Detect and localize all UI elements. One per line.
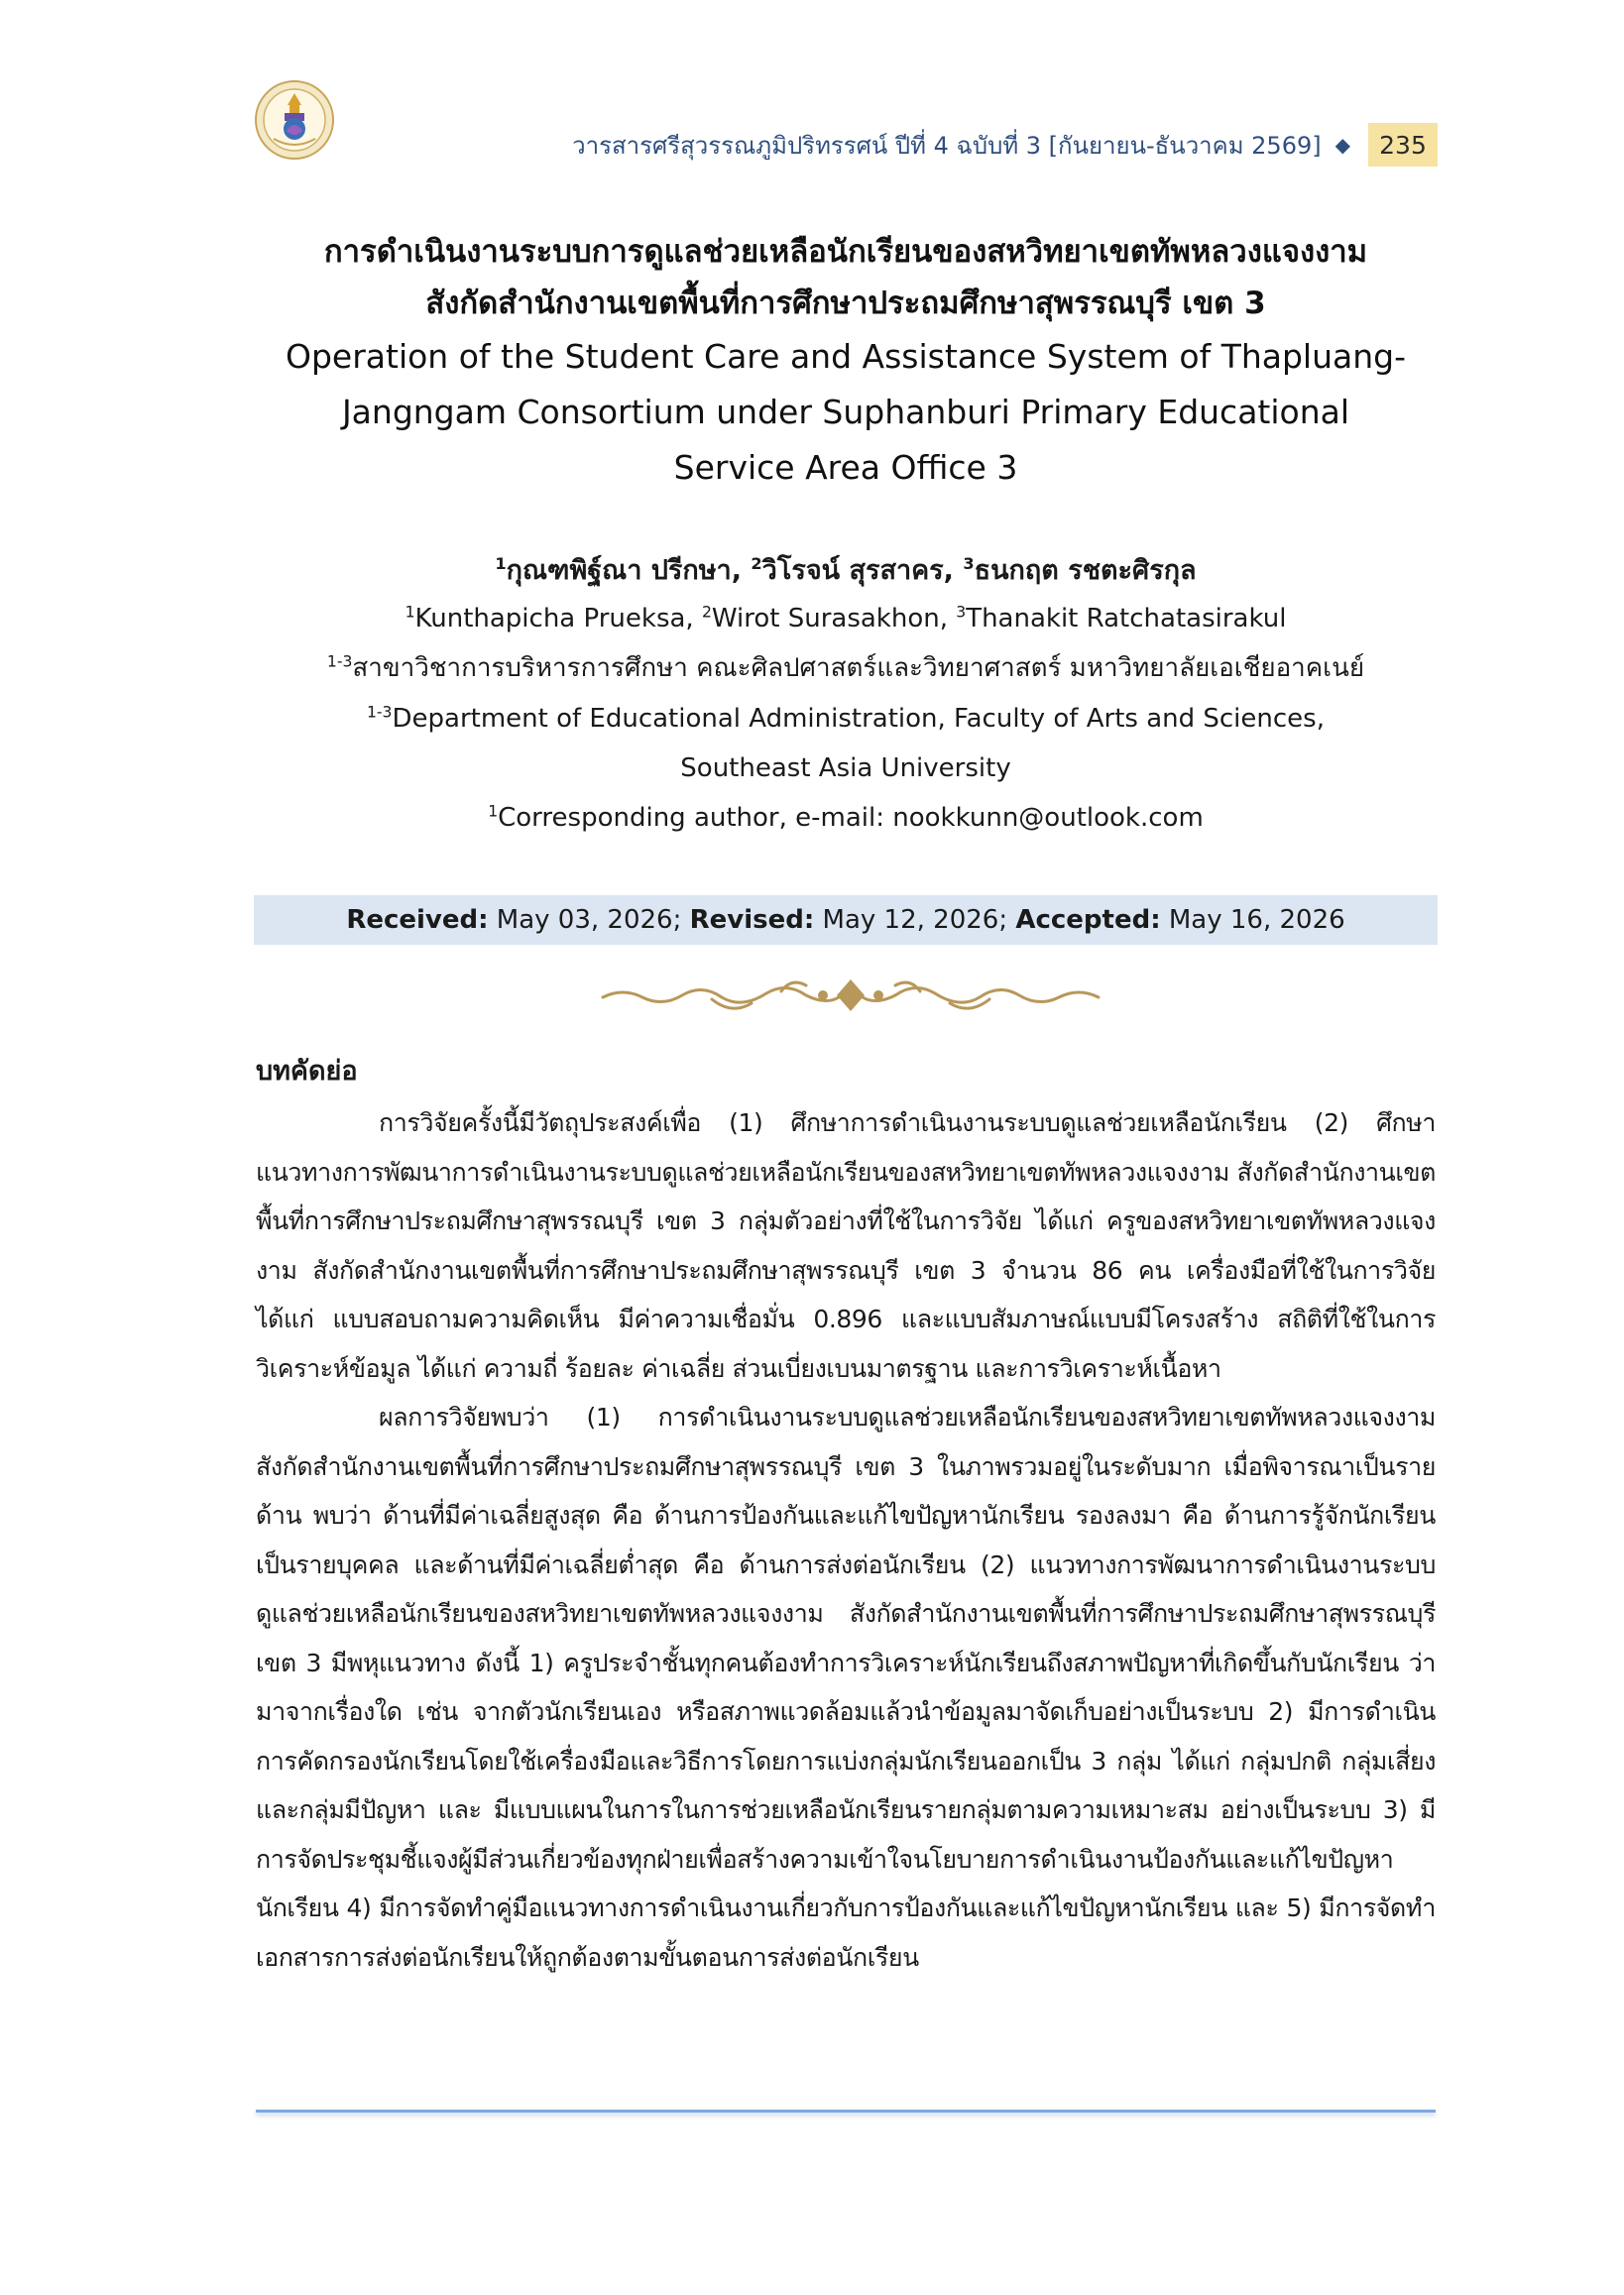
title-english-line-3: Service Area Office 3 xyxy=(673,448,1018,487)
title-thai-line-2: สังกัดสำนักงานเขตพื้นที่การศึกษาประถมศึกษาสุพรรณบุรี เขต 3 xyxy=(425,286,1266,321)
affiliation-english-line-2: Southeast Asia University xyxy=(680,753,1011,783)
bottom-divider xyxy=(256,2110,1436,2113)
received-label: Received: xyxy=(346,905,489,935)
authors-thai xyxy=(254,547,1438,595)
revised-label: Revised: xyxy=(689,905,815,935)
floral-divider-ornament-icon xyxy=(593,970,1108,1021)
accepted-label: Accepted: xyxy=(1015,905,1161,935)
abstract-paragraph-2: ผลการวิจัยพบว่า (1) การดำเนินงานระบบดูแลช่วยเหลือนักเรียนของสหวิทยาเขตทัพหลวงแจงงาม สังกัดสำนักงานเขตพื้นที่การศึกษาประถมศึกษาสุพรรณบุรี เขต 3 ในภาพรวมอยู่ในระดับมาก เมื่อพิจารณาเป็นรายด้าน พบว่า ด้านที่มีค่าเฉลี่ยสูงสุด คือ ด้านการป้องกันและแก้ไขปัญหานักเรียน รองลงมา คือ ด้านการรู้จักนักเรียนเป็นรายบุคคล และด้านที่มีค่าเฉลี่ยต่ำสุด คือ ด้านการส่งต่อนักเรียน (2) แนวทางการพัฒนาการดำเนินงานระบบดูแลช่วยเหลือนักเรียนของสหวิทยาเขตทัพหลวงแจงงาม สังกัดสำนักงานเขตพื้นที่การศึกษาประถมศึกษาสุพรรณบุรี เขต 3 มีพหุแนวทาง ดังนี้ 1) ครูประจำชั้นทุกคนต้องทำการวิเคราะห์นักเรียนถึงสภาพปัญหาที่เกิดขึ้นกับนักเรียน ว่ามาจากเรื่องใด เช่น จากตัวนักเรียนเอง หรือสภาพแวดล้อมแล้วนำข้อมูลมาจัดเก็บอย่างเป็นระบบ 2) มีการดำเนินการคัดกรองนักเรียนโดยใช้เครื่องมือและวิธีการโดยการแบ่งกลุ่มนักเรียนออกเป็น 3 กลุ่ม ได้แก่ กลุ่มปกติ กลุ่มเสี่ยง และกลุ่มมีปัญหา และ มีแบบแผนในการในการช่วยเหลือนักเรียนรายกลุ่มตามความเหมาะสม อย่างเป็นระบบ 3) มีการจัดประชุมชี้แจงผู้มีส่วนเกี่ยวข้องทุกฝ่ายเพื่อสร้างความเข้าใจนโยบายการดำเนินงานป้องกันและแก้ไขปัญหานักเรียน 4) มีการจัดทำคู่มือแนวทางการดำเนินงานเกี่ยวกับการป้องกันและแก้ไขปัญหานักเรียน และ 5) มีการจัดทำเอกสารการส่งต่อนักเรียนให้ถูกต้องตามขั้นตอนการส่งต่อนักเรียน xyxy=(256,1403,1436,1972)
received-date: May 03, 2026; xyxy=(496,905,682,935)
author-superscript: 1 xyxy=(405,603,415,622)
author-name-thai: ธนกฤต รชตะศิรกุล xyxy=(974,555,1197,586)
author-name-thai: กุณฑพิฐ์ณา ปรีกษา, xyxy=(506,555,742,586)
revised-date: May 12, 2026; xyxy=(822,905,1008,935)
abstract-paragraph-1: การวิจัยครั้งนี้มีวัตถุประสงค์เพื่อ (1) ศึกษาการดำเนินงานระบบดูแลช่วยเหลือนักเรียน (2) ศึกษาแนวทางการพัฒนาการดำเนินงานระบบดูแลช่วยเหลือนักเรียนของสหวิทยาเขตทัพหลวงแจงงาม สังกัดสำนักงานเขตพื้นที่การศึกษาประถมศึกษาสุพรรณบุรี เขต 3 กลุ่มตัวอย่างที่ใช้ในการวิจัย ได้แก่ ครูของสหวิทยาเขตทัพหลวงแจงงาม สังกัดสำนักงานเขตพื้นที่การศึกษาประถมศึกษาสุพรรณบุรี เขต 3 จำนวน 86 คน เครื่องมือที่ใช้ในการวิจัย ได้แก่ แบบสอบถามความคิดเห็น มีค่าความเชื่อมั่น 0.896 และแบบสัมภาษณ์แบบมีโครงสร้าง สถิติที่ใช้ในการวิเคราะห์ข้อมูล ได้แก่ ความถี่ ร้อยละ ค่าเฉลี่ย ส่วนเบี่ยงเบนมาตรฐาน และการวิเคราะห์เนื้อหา xyxy=(256,1108,1436,1383)
corresponding-author xyxy=(254,793,1438,843)
author-name-english: Thanakit Ratchatasirakul xyxy=(966,604,1287,633)
university-seal-icon xyxy=(254,79,335,161)
author-superscript: 2 xyxy=(701,603,712,622)
journal-name: วารสารศรีสุวรรณภูมิปริทรรศน์ ปีที่ 4 ฉบับที่ 3 [กันยายน-ธันวาคม 2569] xyxy=(572,131,1322,160)
authors-english xyxy=(254,595,1438,642)
author-superscript: 2 xyxy=(751,554,762,573)
author-name-thai: วิโรจน์ สุรสาคร, xyxy=(761,555,954,586)
author-superscript: 3 xyxy=(963,554,975,573)
affiliation-thai-text: สาขาวิชาการบริหารการศึกษา คณะศิลปศาสตร์และวิทยาศาสตร์ มหาวิทยาลัยเอเชียอาคเนย์ xyxy=(352,653,1365,683)
article-title xyxy=(254,226,1438,496)
abstract-heading: บทคัดย่อ xyxy=(256,1056,358,1087)
corresponding-superscript: 1 xyxy=(488,802,499,821)
accepted-date: May 16, 2026 xyxy=(1168,905,1345,935)
title-thai-line-1: การดำเนินงานระบบการดูแลช่วยเหลือนักเรียนของสหวิทยาเขตทัพหลวงแจงงาม xyxy=(323,234,1368,270)
affiliation-english-line-1: Department of Educational Administration, Faculty of Arts and Sciences, xyxy=(392,704,1325,734)
title-english-line-2: Jangngam Consortium under Suphanburi Primary Educational xyxy=(341,393,1350,431)
title-english-line-1: Operation of the Student Care and Assistance System of Thapluang- xyxy=(285,337,1407,376)
page-number-badge: 235 xyxy=(1368,123,1438,167)
affiliation-english xyxy=(254,694,1438,744)
affiliation-thai xyxy=(254,642,1438,694)
affiliation-superscript: 1-3 xyxy=(326,652,353,671)
affiliation-superscript: 1-3 xyxy=(367,703,393,722)
author-name-english: Wirot Surasakhon, xyxy=(711,604,948,633)
author-name-english: Kunthapicha Prueksa, xyxy=(414,604,694,633)
submission-dates-bar xyxy=(254,895,1438,945)
author-superscript: 1 xyxy=(495,554,507,573)
abstract-body xyxy=(256,1098,1436,1982)
author-block xyxy=(254,547,1438,843)
running-header xyxy=(555,121,1438,169)
corresponding-email-text[interactable]: Corresponding author, e-mail: nookkunn@outlook.com xyxy=(498,803,1204,833)
journal-logo xyxy=(254,79,335,161)
diamond-separator-icon: ◆ xyxy=(1334,133,1350,157)
author-superscript: 3 xyxy=(956,603,967,622)
